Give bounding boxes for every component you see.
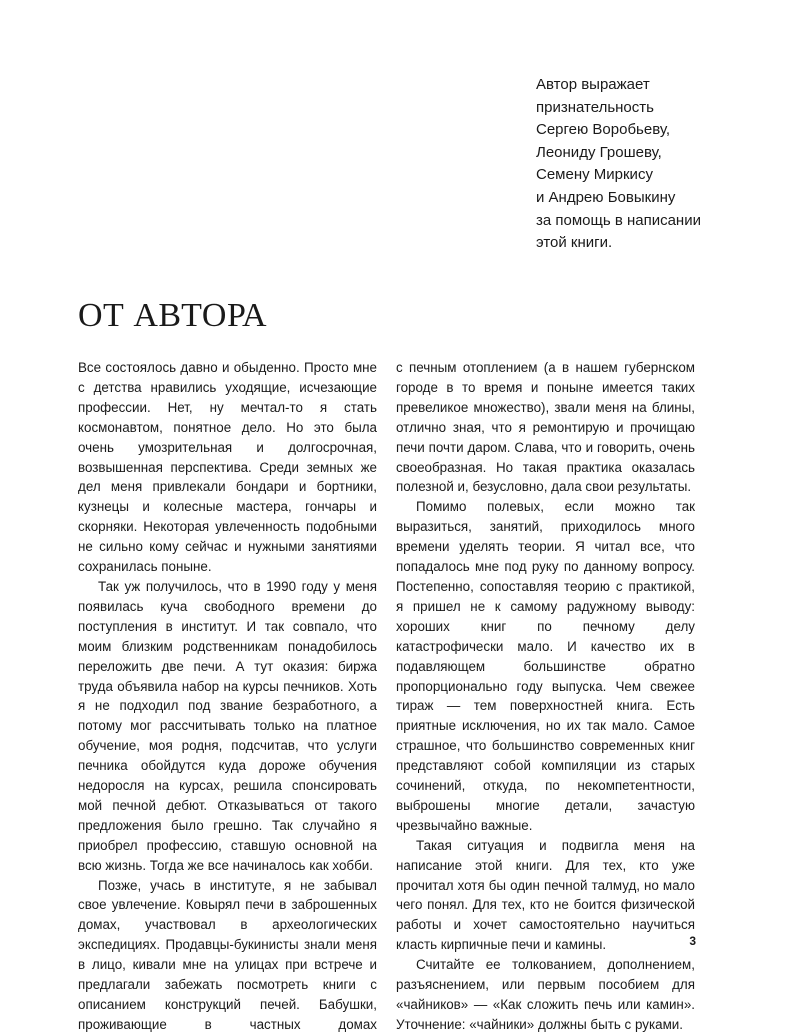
paragraph: Все состоялось давно и обыденно. Просто мне с детства нравились уходящие, исчезающие профессии. Нет, ну мечтал-то я стать космонавтом, понятное дело. Но это была очень умозрительная и долгосрочная, возвышенная перспектива. Среди земных же дел меня привлекали бондари и бортники, кузнецы и колесные мастера, гончары и скорняки. Некоторая увлеченность подобными не сильно кому сейчас и нужными занятиями сохранилась поныне. bbox=[78, 360, 377, 575]
paragraph: Считайте ее толкованием, дополнением, разъяснением, или первым пособием для «чайников» — «Как сложить печь или камин». Уточнение: «чайники» должны быть с руками. bbox=[396, 957, 695, 1032]
acknowledgement-line: за помощь в написании bbox=[536, 211, 701, 229]
acknowledgement-line: и Андрею Бовыкину bbox=[536, 188, 676, 206]
paragraph: Помимо полевых, если можно так выразиться, занятий, приходилось много времени уделять теории. Я читал все, что попадалось мне под руку по данному вопросу. Постепенно, сопоставляя теорию с практикой, я пришел не к самому радужному выводу: хороших книг по печному делу катастрофически мало. И качество их в подавляющем большинстве обратно пропорционально году выпуска. Чем свежее тираж — тем поверхностней книга. Есть приятные исключения, но их так мало. Самое страшное, что большинство современных книг представляют собой компиляции из старых сочинений, откуда, по некомпетентности, выброшены многие детали, зачастую чрезвычайно важные. bbox=[396, 499, 695, 833]
acknowledgement-line: Автор выражает bbox=[536, 76, 650, 93]
paragraph: Так уж получилось, что в 1990 году у меня появилась куча свободного времени до поступления в институт. И так совпало, что моим близким родственникам понадобилось переложить две печи. А тут оказия: биржа труда объявила набор на курсы печников. Хоть я не подходил под звание безработного, а потому мог рассчитывать только на платное обучение, моя родня, подсчитав, что услуги печника обойдутся куда дороже обучения недоросля на курсах, решила спонсировать мой печной дебют. Отказываться от такого предложения было грешно. Так случайно я приобрел профессию, ставшую основной на всю жизнь. Тогда же все начиналось как хобби. bbox=[78, 578, 377, 873]
acknowledgement-line: этой книги. bbox=[536, 234, 613, 252]
page-number: 3 bbox=[689, 934, 696, 948]
text-column-right bbox=[396, 358, 695, 1035]
acknowledgement-line: признательность bbox=[536, 98, 654, 116]
chapter-heading: ОТ АВТОРА bbox=[78, 297, 268, 334]
paragraph: с печным отоплением (а в нашем губернском городе в то время и поныне имеется таких превеликое множество), звали меня на блины, отлично зная, что я ремонтирую и прочищаю печи почти даром. Слава, что и говорить, очень своеобразная. Но такая практика оказалась полезной и, безусловно, дала свои результаты. bbox=[396, 360, 695, 495]
paragraph: Такая ситуация и подвигла меня на написание этой книги. Для тех, кто уже прочитал хотя бы один печной талмуд, но мало чего понял. Для тех, кто не боится физической работы и хочет самостоятельно научиться класть кирпичные печи и камины. bbox=[396, 837, 695, 953]
acknowledgement-line: Семену Миркису bbox=[536, 166, 653, 184]
paragraph: Позже, учась в институте, я не забывал свое увлечение. Ковырял печи в заброшенных домах, участвовал в археологических экспедициях. Продавцы-букинисты знали меня в лицо, кивали мне на улицах при встрече и предлагали забежать посмотреть книги с описанием конструкций печей. Бабушки, проживающие в частных домах bbox=[78, 877, 377, 1032]
text-column-left bbox=[78, 358, 377, 1035]
acknowledgement-line: Сергею Воробьеву, bbox=[536, 121, 671, 139]
acknowledgement-block bbox=[536, 74, 776, 255]
acknowledgement-line: Леониду Грошеву, bbox=[536, 143, 662, 161]
